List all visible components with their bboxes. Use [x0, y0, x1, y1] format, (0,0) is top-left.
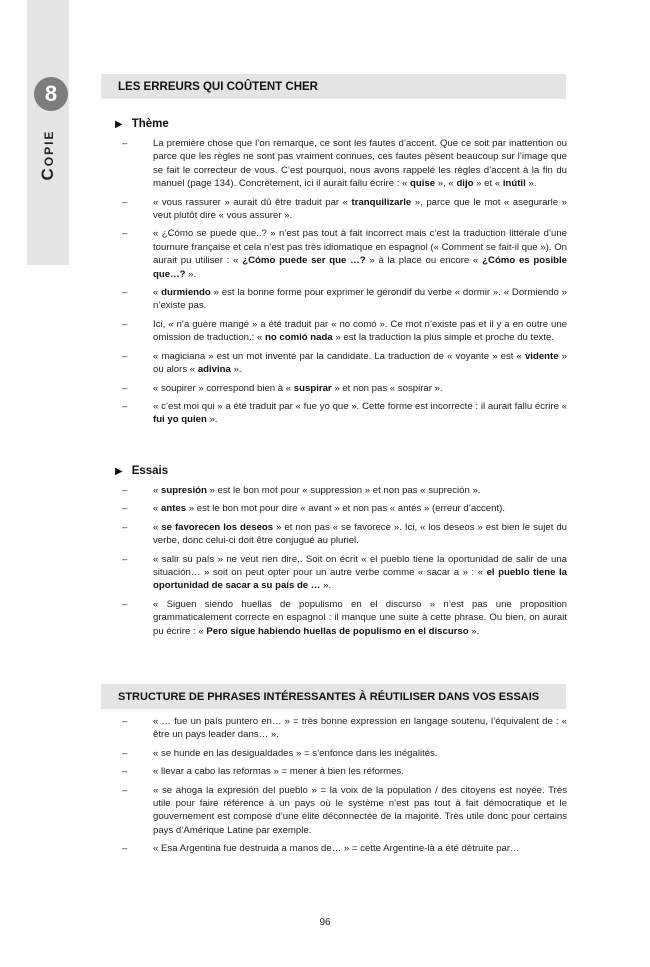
list-item	[122, 400, 567, 427]
list-item	[122, 521, 567, 548]
dash-bullet: –	[122, 196, 128, 208]
list-item-text: « Siguen siendo huellas de populismo en el discurso » n’est pas une proposition grammaticalement correcte en espagnol : il manque une suite à cette phrase. Ou bien, on aurait pu écrire : « Pero sigue habiendo huellas de populismo en el discurso ».	[153, 598, 567, 637]
chapter-side-label: Copie	[38, 129, 57, 181]
subheading-essais	[115, 465, 168, 477]
dash-bullet: –	[122, 521, 128, 533]
dash-bullet: –	[122, 553, 128, 565]
dash-bullet: –	[122, 138, 128, 149]
list-item-text: « magiciana » est un mot inventé par la candidate. La traduction de « voyante » est « vidente » ou alors « adivina ».	[153, 350, 567, 376]
list-item	[122, 286, 567, 313]
list-item	[122, 502, 567, 515]
list-item	[122, 227, 567, 281]
list-item-text: « … fue un país puntero en… » = très bonne expression en langage soutenu, l’équivalent de : « être un pays leader dans… ».	[153, 716, 567, 741]
section-title-errors: LES ERREURS QUI COÛTENT CHER	[101, 74, 566, 99]
triangle-bullet-icon: ▶	[115, 465, 123, 477]
dash-bullet: –	[122, 747, 128, 759]
theme-list	[122, 137, 567, 432]
list-item	[122, 784, 567, 838]
list-item-text: « soupirer » correspond bien à « suspirar » et non pas « sospirar ».	[153, 382, 443, 394]
list-item-text: « Esa Argentina fue destruida a manos de… » = cette Argentine-là a été détruite par…	[153, 843, 520, 855]
list-item-text: La première chose que l’on remarque, ce sont les fautes d’accent. Que ce soit par inattention ou parce que les règles ne sont pas vraiment connues, ces fautes pèsent beaucoup sur l’image que se fait le correcteur de vous. C’est pourquoi, nous avons rappelé les règles d’accent à la fin du manuel (page 134). Concrètement, ici il aurait fallu écrire : « quise », « dijo » et « inútil ».	[153, 138, 567, 190]
list-item-text: « c’est moi qui » a été traduit par « fue yo que ». Cette forme est incorrecte : il aurait fallu écrire « fui yo quien ».	[153, 400, 567, 426]
list-item	[122, 196, 567, 223]
chapter-number-badge: 8	[34, 77, 68, 111]
list-item	[122, 382, 567, 395]
section-title-structures: STRUCTURE DE PHRASES INTÉRESSANTES À RÉUTILISER DANS VOS ESSAIS	[101, 684, 566, 709]
list-item	[122, 553, 567, 593]
list-item-text: « antes » est le bon mot pour dire « avant » et non pas « antés » (erreur d’accent).	[153, 503, 505, 515]
essais-list	[122, 484, 567, 643]
dash-bullet: –	[122, 400, 128, 412]
dash-bullet: –	[122, 382, 128, 394]
dash-bullet: –	[122, 350, 128, 362]
dash-bullet: –	[122, 228, 128, 240]
page-number: 96	[319, 917, 331, 928]
structures-list	[122, 715, 567, 861]
list-item	[122, 842, 567, 855]
list-item-text: « ¿Cómo se puede que..? » n’est pas tout à fait incorrect mais c’est la traduction littérale d’une tournure française et cela n’est pas très idiomatique en espagnol (« Comment se fait-il que »). On aurait pu utiliser : « ¿Cómo puede ser que …? » à la place ou encore « ¿Cómo es posible que…? ».	[153, 228, 567, 280]
dash-bullet: –	[122, 287, 128, 299]
list-item-text: « se hunde en las desigualdades » = s’enfonce dans les inégalités.	[153, 747, 438, 759]
list-item-text: Ici, « n’a guère mangé » a été traduit par « no comó ». Ce mot n’existe pas et il y a en outre une omission de traduction.: « no comió nada » est la traduction la plus simple et proche du texte.	[153, 318, 567, 344]
dash-bullet: –	[122, 766, 128, 778]
list-item-text: « se ahoga la expresión del pueblo » = la voix de la population / des citoyens est noyée. Très utile pour faire référence à un pays où le système n’est pas tout à fait démocratique et le gouvernement est composé d’une élite déconnectée de la majorité. Très utile donc pour certains pays d’Amérique Latine par exemple.	[153, 784, 567, 836]
dash-bullet: –	[122, 784, 128, 796]
list-item	[122, 318, 567, 345]
list-item	[122, 765, 567, 778]
dash-bullet: –	[122, 485, 128, 496]
list-item-text: « llevar a cabo las reformas » = mener à bien les réformes.	[153, 766, 404, 778]
list-item	[122, 484, 567, 497]
list-item	[122, 350, 567, 377]
list-item-text: « vous rassurer » aurait dû être traduit par « tranquilizarle », parce que le mot « asegurarle » veut plutôt dire « vous assurer ».	[153, 196, 567, 222]
triangle-bullet-icon: ▶	[115, 118, 123, 130]
list-item-text: « se favorecen los deseos » et non pas « se favorece ». Ici, « los deseos » est bien le sujet du verbe, donc celui-ci doit être conjugué au pluriel.	[153, 521, 567, 547]
dash-bullet: –	[122, 598, 128, 610]
dash-bullet: –	[122, 503, 128, 515]
list-item-text: « salir su país » ne veut rien dire,. Soit on écrit « el pueblo tiene la oportunidad de salir de una situación… » soit on peut opter pour un autre verbe comme « sacar a » : « el pueblo tiene la oportunidad de sacar a su país de … ».	[153, 553, 567, 592]
list-item	[122, 598, 567, 638]
list-item	[122, 137, 567, 191]
list-item-text: « supresión » est le bon mot pour « suppression » et non pas « supreción ».	[153, 485, 481, 496]
dash-bullet: –	[122, 843, 128, 855]
list-item	[122, 715, 567, 742]
subheading-theme-label: Thème	[131, 118, 169, 130]
subheading-theme	[115, 118, 169, 130]
list-item	[122, 747, 567, 760]
dash-bullet: –	[122, 318, 128, 330]
subheading-essais-label: Essais	[131, 465, 169, 477]
list-item-text: « durmiendo » est la bonne forme pour exprimer le gérondif du verbe « dormir ». « Dormiendo » n’existe pas.	[153, 287, 567, 312]
dash-bullet: –	[122, 716, 128, 727]
